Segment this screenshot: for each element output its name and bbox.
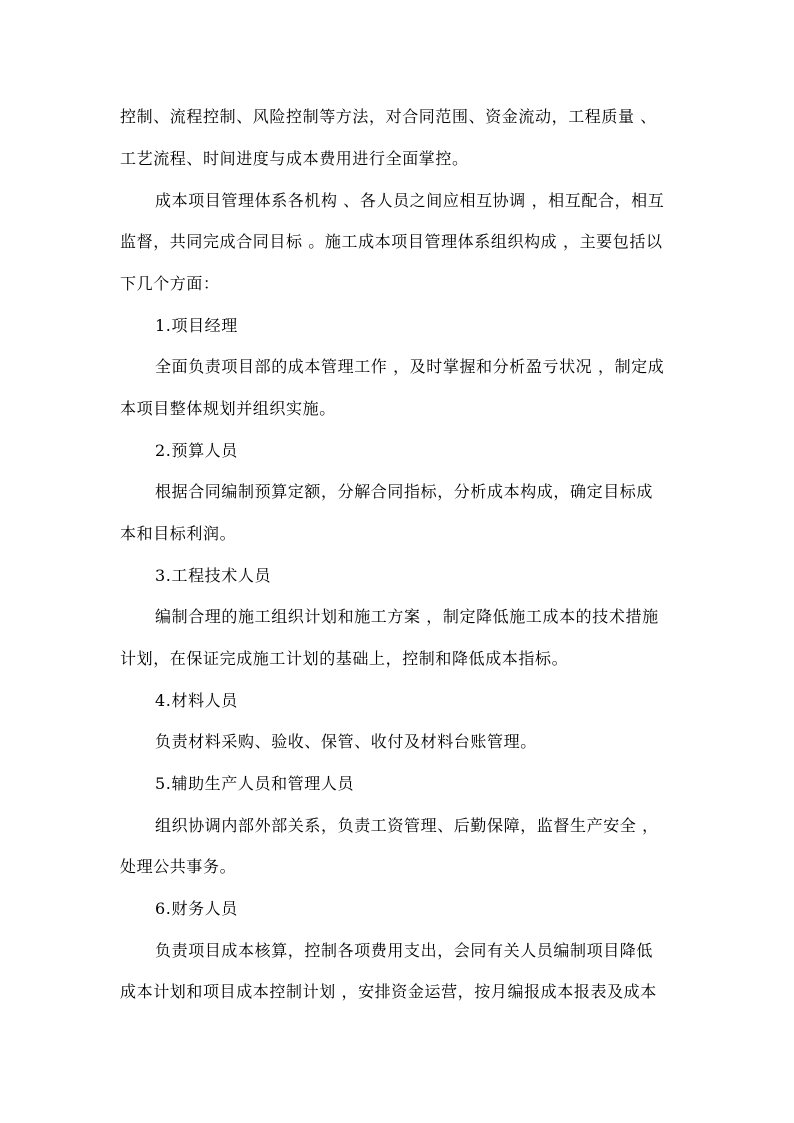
paragraph-line: 下几个方面： bbox=[120, 274, 220, 293]
paragraph-line: 组织协调内部外部关系，负责工资管理、后勤保障，监督生产安全 ， bbox=[155, 816, 659, 835]
paragraph-line: 处理公共事务。 bbox=[120, 857, 237, 876]
paragraph-line: 负责项目成本核算，控制各项费用支出，会同有关人员编制项目降低 bbox=[155, 941, 654, 960]
paragraph-line: 监督，共同完成合同目标 。施工成本项目管理体系组织构成 ，主要包括以 bbox=[120, 232, 663, 251]
paragraph-line: 计划，在保证完成施工计划的基础上，控制和降低成本指标。 bbox=[120, 649, 569, 668]
paragraph-line: 编制合理的施工组织计划和施工方案 ，制定降低施工成本的技术措施 bbox=[155, 607, 659, 626]
paragraph-line: 本和目标利润。 bbox=[120, 524, 237, 543]
paragraph-line: 根据合同编制预算定额，分解合同指标，分析成本构成，确定目标成 bbox=[155, 482, 654, 501]
section-heading: 4.材料人员 bbox=[155, 691, 238, 710]
section-heading: 6.财务人员 bbox=[155, 899, 238, 918]
section-heading: 3.工程技术人员 bbox=[155, 566, 272, 585]
paragraph-line: 本项目整体规划并组织实施。 bbox=[120, 399, 336, 418]
section-heading: 5.辅助生产人员和管理人员 bbox=[155, 774, 355, 793]
section-heading: 2.预算人员 bbox=[155, 441, 238, 460]
paragraph-line: 工艺流程、时间进度与成本费用进行全面掌控。 bbox=[120, 149, 469, 168]
paragraph-line: 全面负责项目部的成本管理工作 ，及时掌握和分析盈亏状况 ，制定成 bbox=[155, 357, 665, 376]
paragraph-line: 控制、流程控制、风险控制等方法，对合同范围、资金流动，工程质量 、 bbox=[120, 107, 657, 126]
paragraph-line: 成本项目管理体系各机构 、各人员之间应相互协调 ，相互配合，相互 bbox=[155, 191, 665, 210]
paragraph-line: 成本计划和项目成本控制计划 ，安排资金运营，按月编报成本报表及成本 bbox=[120, 982, 657, 1001]
paragraph-line: 负责材料采购、验收、保管、收付及材料台账管理。 bbox=[155, 732, 537, 751]
section-heading: 1.项目经理 bbox=[155, 316, 238, 335]
